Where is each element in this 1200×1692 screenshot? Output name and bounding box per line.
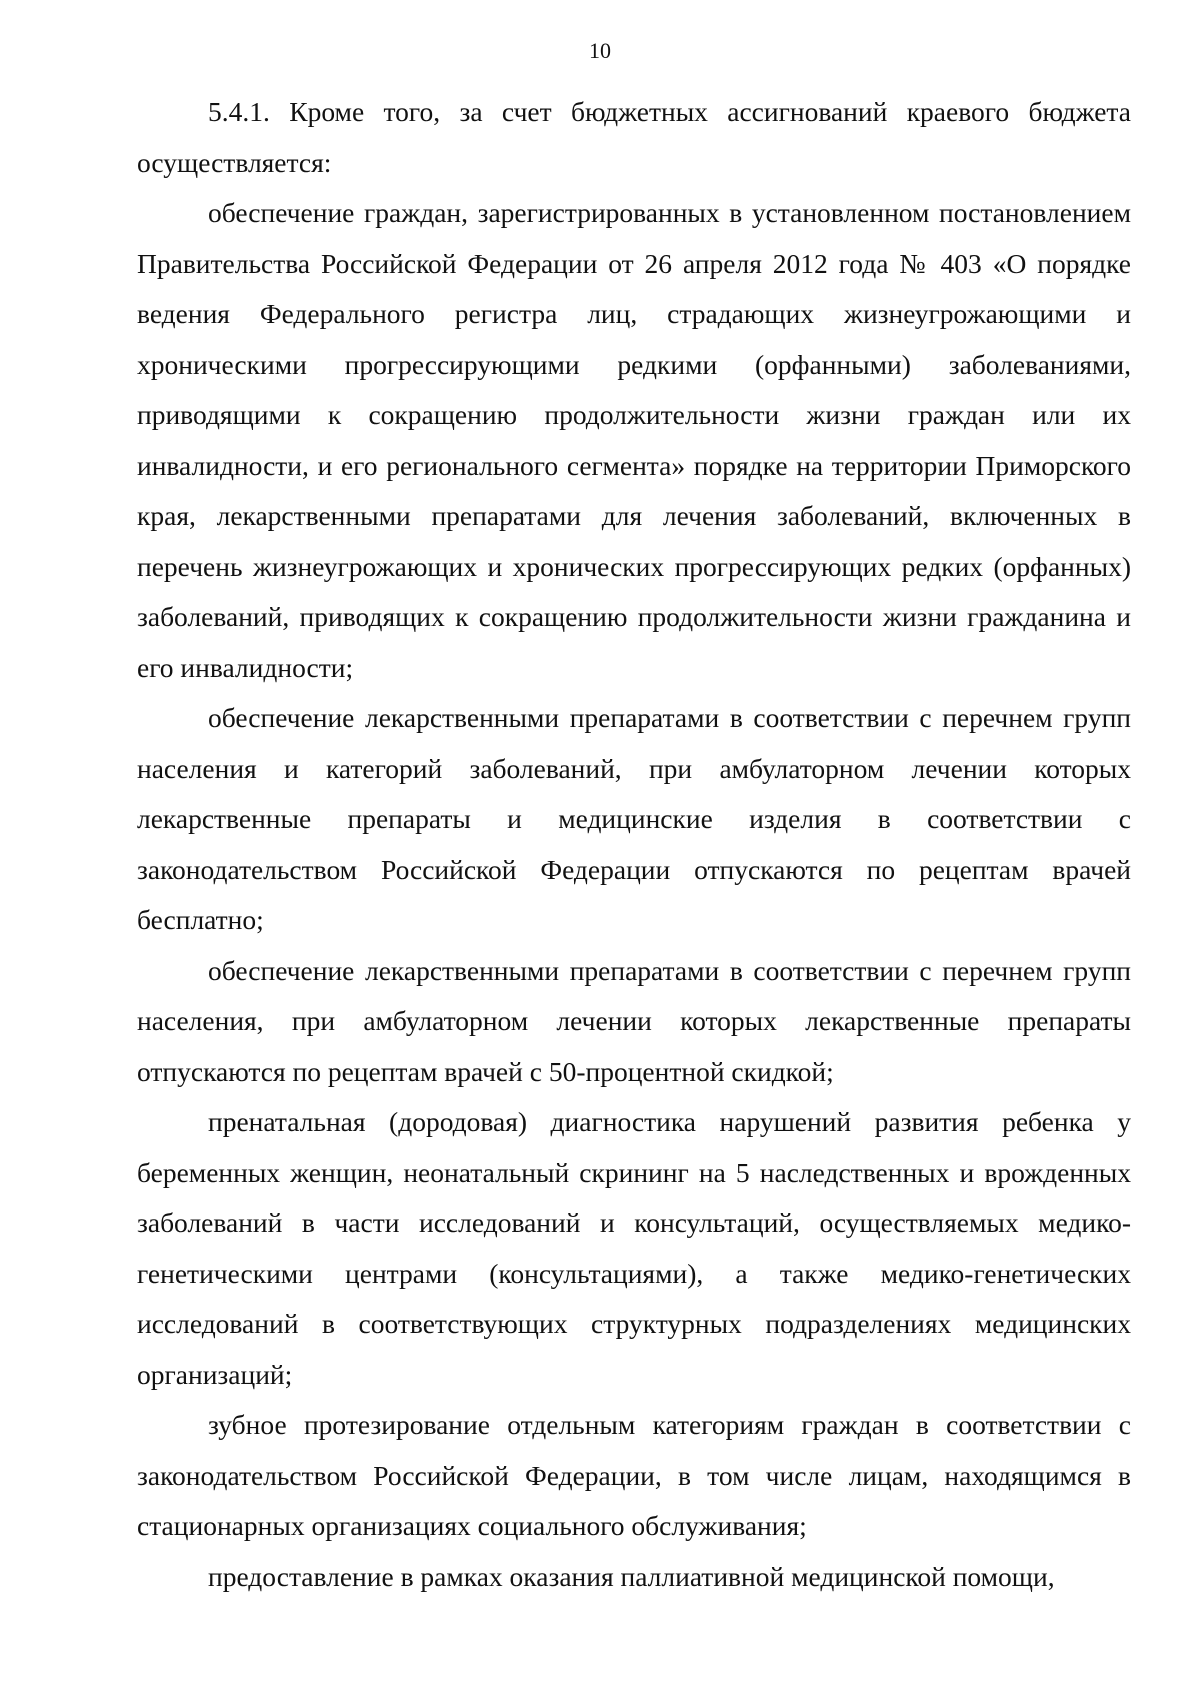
document-body <box>137 87 1131 1602</box>
page-number: 10 <box>589 38 611 63</box>
paragraph-prenatal-diagnostics: пренатальная (дородовая) диагностика нарушений развития ребенка у беременных женщин, неонатальный скрининг на 5 наследственных и врожденных заболеваний в части исследований и консультаций, осуществляемых медико-генетическими центрами (консультациями), а также медико-генетических исследований в соответствующих структурных подразделениях медицинских организаций; <box>137 1106 1131 1390</box>
paragraph-dental-prosthetics: зубное протезирование отдельным категориям граждан в соответствии с законодательством Российской Федерации, в том числе лицам, находящимся в стационарных организациях социального обслуживания; <box>137 1409 1131 1541</box>
paragraph-intro: 5.4.1. Кроме того, за счет бюджетных ассигнований краевого бюджета осуществляется: <box>137 96 1131 178</box>
paragraph-orphan-diseases: обеспечение граждан, зарегистрированных в установленном постановлением Правительства Российской Федерации от 26 апреля 2012 года № 403 «О порядке ведения Федерального регистра лиц, страдающих жизнеугрожающими и хроническими прогрессирующими редкими (орфанными) заболеваниями, приводящими к сокращению продолжительности жизни граждан или их инвалидности, и его регионального сегмента» порядке на территории Приморского края, лекарственными препаратами для лечения заболеваний, включенных в перечень жизнеугрожающих и хронических прогрессирующих редких (орфанных) заболеваний, приводящих к сокращению продолжительности жизни гражданина и его инвалидности; <box>137 197 1131 683</box>
paragraph-free-medicines: обеспечение лекарственными препаратами в соответствии с перечнем групп населения и категорий заболеваний, при амбулаторном лечении которых лекарственные препараты и медицинские изделия в соответствии с законодательством Российской Федерации отпускаются по рецептам врачей бесплатно; <box>137 702 1131 935</box>
paragraph-palliative-care: предоставление в рамках оказания паллиативной медицинской помощи, <box>208 1560 1055 1592</box>
paragraph-discount-medicines: обеспечение лекарственными препаратами в соответствии с перечнем групп населения, при амбулаторном лечении которых лекарственные препараты отпускаются по рецептам врачей с 50-процентной скидкой; <box>137 954 1131 1087</box>
